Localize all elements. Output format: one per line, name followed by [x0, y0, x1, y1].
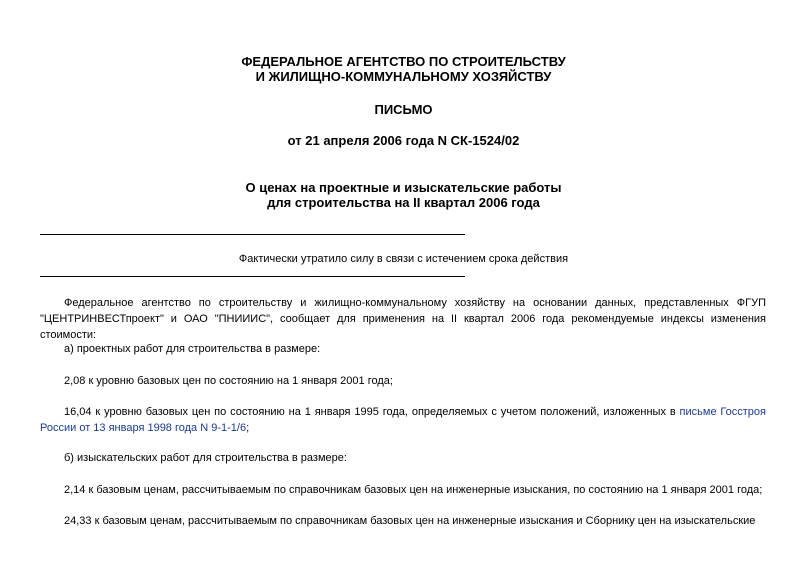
gosstroy-letter-link[interactable]: письме Госстроя России от 13 января 1998 года N 9-1-1/6 [40, 406, 766, 434]
document-type: ПИСЬМО [374, 102, 433, 117]
paragraph-index-2001-survey: 2,14 к базовым ценам, рассчитываемым по справочникам базовых цен на инженерные изыскания, по состоянию на 1 января 2001 года; [64, 484, 763, 496]
paragraph-index-1995-end: ; [246, 422, 250, 434]
document-title-line2: для строительства на II квартал 2006 года [267, 195, 540, 210]
paragraph-index-2001-design: 2,08 к уровню базовых цен по состоянию на 1 января 2001 года; [64, 375, 393, 387]
document-date-number: от 21 апреля 2006 года N СК-1524/02 [287, 133, 520, 148]
agency-heading [0, 54, 807, 84]
divider-top [40, 234, 465, 235]
paragraph-index-1995-text: 16,04 к уровню базовых цен по состоянию на 1 января 1995 года, определяемых с учетом положений, изложенных в [64, 406, 680, 418]
agency-heading-line2: И ЖИЛИЩНО-КОММУНАЛЬНОМУ ХОЗЯЙСТВУ [255, 69, 552, 84]
divider-bottom [40, 276, 465, 277]
paragraph-survey-works: б) изыскательских работ для строительства в размере: [64, 452, 347, 464]
document-title [0, 180, 807, 210]
paragraph-index-survey-collection: 24,33 к базовым ценам, рассчитываемым по справочникам базовых цен на инженерные изыскания и Сборнику цен на изыскательские [64, 515, 756, 527]
paragraph-index-1995-design [40, 404, 766, 436]
agency-heading-line1: ФЕДЕРАЛЬНОЕ АГЕНТСТВО ПО СТРОИТЕЛЬСТВУ [241, 54, 566, 69]
paragraph-intro: Федеральное агентство по строительству и жилищно-коммунальному хозяйству на основании данных, представленных ФГУП "ЦЕНТРИНВЕСТпроект" и ОАО "ПНИИИС", сообщает для применения на II квартал 2006 года рекомендуемые индексы изменения стоимости: [40, 297, 766, 341]
status-note: Фактически утратило силу в связи с истечением срока действия [238, 253, 569, 265]
document-title-line1: О ценах на проектные и изыскательские работы [245, 180, 562, 195]
paragraph-design-works: а) проектных работ для строительства в размере: [64, 343, 321, 355]
